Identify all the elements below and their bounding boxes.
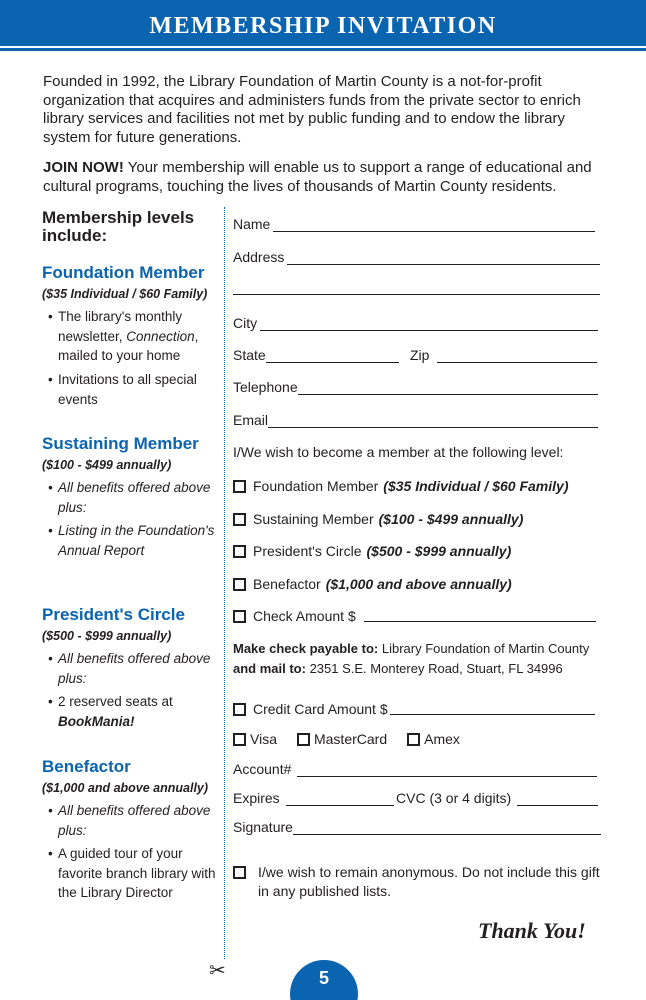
checkbox[interactable]: [407, 733, 420, 746]
header-rule: [0, 48, 646, 51]
benefit-item: • All benefits offered above plus:: [48, 651, 211, 686]
level-presidents-circle-name: President's Circle: [42, 605, 185, 624]
benefit-item: • 2 reserved seats at BookMania!: [48, 694, 173, 729]
card-mastercard[interactable]: MasterCard: [297, 731, 387, 747]
benefit-item: • Listing in the Foundation's Annual Report: [48, 523, 215, 558]
benefit-item: • A guided tour of your favorite branch library with the Library Director: [48, 846, 216, 900]
payment-instructions: Make check payable to: Library Foundation of Martin County and mail to: 2351 S.E. Monterey Road, Stuart, FL 34996: [233, 641, 590, 676]
checkbox[interactable]: [297, 733, 310, 746]
level-benefactor-price: ($1,000 and above annually): [42, 781, 209, 795]
email-field[interactable]: Email: [233, 412, 598, 428]
credit-card-amount-field[interactable]: Credit Card Amount $: [233, 701, 595, 717]
cut-line: [224, 207, 225, 959]
option-foundation-member[interactable]: Foundation Member ($35 Individual / $60 Family): [233, 478, 568, 494]
level-presidents-circle-price: ($500 - $999 annually): [42, 629, 172, 643]
page-title: MEMBERSHIP INVITATION: [149, 13, 497, 39]
checkbox[interactable]: [233, 866, 246, 879]
levels-heading: Membership levels include:: [42, 208, 195, 245]
level-foundation-price: ($35 Individual / $60 Family): [42, 287, 208, 301]
bullet-icon: •: [48, 694, 53, 709]
level-sustaining-price: ($100 - $499 annually): [42, 458, 172, 472]
level-sustaining-name: Sustaining Member: [42, 434, 199, 453]
membership-level-prompt: I/We wish to become a member at the following level:: [233, 444, 564, 460]
option-sustaining-member[interactable]: Sustaining Member ($100 - $499 annually): [233, 511, 523, 527]
check-amount-field[interactable]: Check Amount $: [233, 608, 596, 624]
card-visa[interactable]: Visa: [233, 731, 277, 747]
address-line-2[interactable]: [233, 294, 600, 295]
checkbox[interactable]: [233, 578, 246, 591]
bullet-icon: •: [48, 480, 53, 495]
signature-field[interactable]: Signature: [233, 819, 601, 835]
bullet-icon: •: [48, 523, 53, 538]
checkbox[interactable]: [233, 610, 246, 623]
bullet-icon: •: [48, 651, 53, 666]
page-number-badge: [290, 960, 358, 1000]
benefit-item: • All benefits offered above plus:: [48, 480, 211, 515]
checkbox[interactable]: [233, 545, 246, 558]
level-foundation-name: Foundation Member: [42, 263, 205, 282]
checkbox[interactable]: [233, 480, 246, 493]
city-field[interactable]: City: [233, 315, 598, 331]
telephone-field[interactable]: Telephone: [233, 379, 598, 395]
membership-levels-column: [42, 208, 220, 900]
account-field[interactable]: Account#: [233, 761, 597, 777]
name-field[interactable]: Name: [233, 216, 595, 232]
thank-you-text: Thank You!: [478, 918, 586, 943]
benefit-item: • Invitations to all special events: [48, 372, 197, 407]
join-lead: JOIN NOW!: [43, 159, 124, 176]
bullet-icon: •: [48, 372, 53, 387]
join-text: Your membership will enable us to support a range of educational and cultural programs, touching the lives of thousands of Martin County residents.: [43, 159, 592, 195]
benefit-item: • All benefits offered above plus:: [48, 803, 211, 838]
anonymous-option[interactable]: I/we wish to remain anonymous. Do not include this gift in any published lists.: [233, 863, 603, 901]
card-amex[interactable]: Amex: [407, 731, 460, 747]
level-benefactor-name: Benefactor: [42, 757, 131, 776]
page-number: 5: [318, 968, 329, 988]
card-type-options: [233, 731, 480, 747]
address-field[interactable]: Address: [233, 249, 600, 265]
intro-paragraph: Founded in 1992, the Library Foundation of Martin County is a not-for-profit organization that acquires and administers funds from the private sector to enrich library services and facilities not met by public funding and to endow the library system for future generations.: [43, 73, 581, 146]
bullet-icon: •: [48, 846, 53, 861]
option-presidents-circle[interactable]: President's Circle ($500 - $999 annually): [233, 543, 511, 559]
checkbox[interactable]: [233, 703, 246, 716]
join-paragraph: [43, 159, 608, 196]
state-field[interactable]: State: [233, 347, 399, 363]
checkbox[interactable]: [233, 513, 246, 526]
bullet-icon: •: [48, 803, 53, 818]
option-benefactor[interactable]: Benefactor ($1,000 and above annually): [233, 576, 512, 592]
expires-field[interactable]: Expires: [233, 790, 394, 806]
scissors-icon: ✂: [209, 960, 226, 982]
bullet-icon: •: [48, 309, 53, 324]
zip-field[interactable]: Zip: [410, 347, 597, 363]
cvc-field[interactable]: CVC (3 or 4 digits): [396, 790, 598, 806]
benefit-item: • The library's monthly newsletter, Connection, mailed to your home: [48, 309, 199, 363]
checkbox[interactable]: [233, 733, 246, 746]
